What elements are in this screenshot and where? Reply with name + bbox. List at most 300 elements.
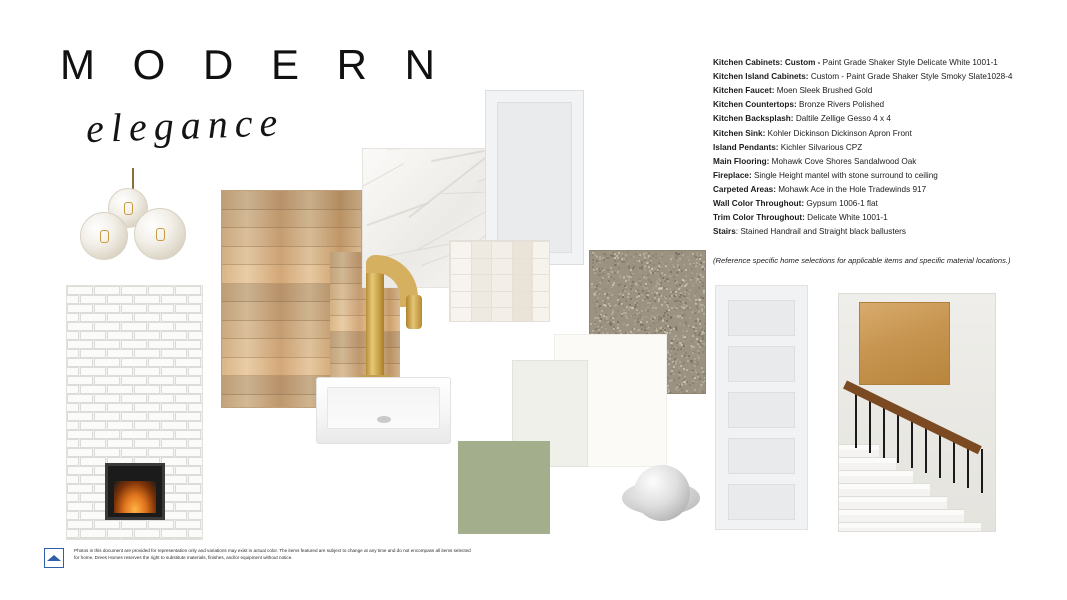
carpet-fleck (699, 391, 701, 393)
carpet-fleck (650, 281, 652, 283)
carpet-fleck (678, 384, 680, 386)
carpet-fleck (611, 313, 613, 315)
marble-vein (442, 191, 487, 194)
carpet-fleck (618, 262, 620, 264)
carpet-fleck (670, 373, 672, 375)
carpet-fleck (621, 315, 623, 317)
spec-row (713, 56, 1013, 70)
carpet-fleck (628, 276, 630, 278)
carpet-fleck (654, 294, 656, 296)
spec-row (713, 211, 1013, 225)
carpet-fleck (698, 287, 700, 289)
carpet-fleck (699, 281, 701, 283)
carpet-fleck (699, 378, 701, 380)
brick (175, 520, 201, 529)
carpet-fleck (642, 290, 644, 292)
carpet-fleck (681, 389, 683, 391)
spec-label: Wall Color Throughout: (713, 199, 805, 209)
carpet-fleck (651, 292, 653, 294)
carpet-fleck (696, 381, 698, 383)
carpet-fleck (615, 304, 617, 306)
carpet-fleck (675, 328, 677, 330)
carpet-fleck (674, 358, 676, 360)
carpet-fleck (634, 323, 636, 325)
carpet-fleck (642, 324, 644, 326)
brick (107, 331, 133, 340)
brick (121, 304, 147, 313)
carpet-fleck (681, 382, 683, 384)
spec-value: Mohawk Ace in the Hole Tradewinds 917 (775, 184, 927, 194)
spec-value: Kohler Dickinson Dickinson Apron Front (765, 128, 912, 138)
carpet-fleck (670, 329, 672, 331)
carpet-fleck (614, 272, 616, 274)
brick (148, 376, 174, 385)
carpet-fleck (599, 288, 601, 290)
spec-value: Single Height mantel with stone surround to ceiling (751, 170, 938, 180)
carpet-fleck (644, 269, 646, 271)
carpet-fleck (672, 291, 674, 293)
spec-value: Bronze Rivers Polished (796, 100, 885, 110)
carpet-fleck (617, 324, 619, 326)
brick (107, 313, 133, 322)
carpet-fleck (696, 361, 698, 363)
carpet-fleck (660, 285, 662, 287)
carpet-fleck (594, 308, 596, 310)
carpet-fleck (664, 312, 666, 314)
carpet-fleck (684, 376, 686, 378)
carpet-fleck (644, 298, 646, 300)
carpet-fleck (685, 269, 687, 271)
brick (80, 475, 106, 484)
brick (188, 403, 203, 412)
brick-row (67, 412, 202, 421)
carpet-fleck (623, 277, 625, 279)
carpet-fleck (691, 362, 693, 364)
carpet-fleck (661, 304, 663, 306)
brick (94, 412, 120, 421)
carpet-fleck (696, 301, 698, 303)
carpet-fleck (632, 273, 634, 275)
carpet-fleck (695, 253, 697, 255)
door-panel (728, 484, 795, 520)
brick (66, 385, 79, 394)
carpet-fleck (685, 345, 687, 347)
carpet-fleck (619, 330, 621, 332)
carpet-fleck (646, 316, 648, 318)
equal-housing-opportunity-icon (44, 548, 64, 568)
brick (188, 457, 203, 466)
carpet-fleck (659, 280, 661, 282)
carpet-fleck (664, 274, 666, 276)
stair-riser (839, 489, 930, 496)
spec-row (713, 112, 1013, 126)
carpet-fleck (676, 255, 678, 257)
carpet-fleck (670, 342, 672, 344)
carpet-fleck (667, 306, 669, 308)
brick (66, 475, 79, 484)
brick-row (67, 394, 202, 403)
carpet-fleck (693, 378, 695, 380)
carpet-fleck (598, 293, 600, 295)
brick (121, 358, 147, 367)
carpet-fleck (679, 308, 681, 310)
brick-row (67, 538, 202, 540)
brick (175, 502, 201, 511)
carpet-fleck (695, 291, 697, 293)
carpet-fleck (660, 257, 662, 259)
spec-row (713, 225, 1013, 239)
carpet-fleck (604, 302, 606, 304)
carpet-fleck (666, 288, 668, 290)
brick (134, 403, 160, 412)
carpet-fleck (705, 278, 706, 280)
carpet-fleck (639, 314, 641, 316)
carpet-fleck (692, 335, 694, 337)
carpet-fleck (703, 332, 705, 334)
brick (175, 358, 201, 367)
carpet-fleck (596, 260, 598, 262)
brick (175, 412, 201, 421)
brick (94, 448, 120, 457)
door-panel (728, 300, 795, 336)
carpet-fleck (681, 306, 683, 308)
carpet-fleck (701, 328, 703, 330)
brick (202, 520, 203, 529)
brick (107, 385, 133, 394)
brick (148, 358, 174, 367)
wood-plank (222, 228, 361, 247)
brick (161, 295, 187, 304)
brick (80, 511, 106, 520)
carpet-fleck (693, 392, 695, 394)
carpet-fleck (615, 264, 617, 266)
door-panel (728, 392, 795, 428)
carpet-fleck (655, 257, 657, 259)
brick (107, 439, 133, 448)
carpet-fleck (700, 296, 702, 298)
carpet-fleck (699, 320, 701, 322)
carpet-fleck (636, 302, 638, 304)
carpet-fleck (627, 296, 629, 298)
spec-label: Kitchen Sink: (713, 128, 766, 138)
carpet-fleck (701, 308, 703, 310)
carpet-fleck (658, 262, 660, 264)
spec-row (713, 127, 1013, 141)
brick (175, 538, 201, 540)
carpet-fleck (623, 258, 625, 260)
carpet-fleck (618, 267, 620, 269)
brick (202, 484, 203, 493)
carpet-fleck (642, 275, 644, 277)
carpet-fleck (678, 377, 680, 379)
carpet-fleck (686, 305, 688, 307)
stair-riser (839, 450, 879, 457)
brick (94, 322, 120, 331)
carpet-fleck (685, 275, 687, 277)
carpet-fleck (676, 342, 678, 344)
carpet-fleck (653, 287, 655, 289)
brick (66, 421, 79, 430)
brick (175, 322, 201, 331)
carpet-fleck (649, 302, 651, 304)
carpet-fleck (622, 294, 624, 296)
carpet-fleck (660, 275, 662, 277)
spec-label: Kitchen Island Cabinets: (713, 72, 809, 82)
carpet-fleck (603, 269, 605, 271)
carpet-fleck (614, 257, 616, 259)
carpet-fleck (675, 353, 677, 355)
carpet-fleck (689, 263, 691, 265)
carpet-fleck (641, 318, 643, 320)
brick (202, 394, 203, 403)
carpet-fleck (595, 311, 597, 313)
carpet-fleck (677, 315, 679, 317)
brick (134, 295, 160, 304)
carpet-fleck (696, 262, 698, 264)
carpet-fleck (597, 292, 599, 294)
brick (67, 322, 93, 331)
brick (66, 457, 79, 466)
carpet-fleck (649, 270, 651, 272)
carpet-fleck (619, 274, 621, 276)
carpet-fleck (667, 392, 669, 394)
carpet-fleck (702, 345, 704, 347)
pendant-light-swatch (78, 168, 188, 288)
carpet-fleck (659, 266, 661, 268)
carpet-fleck (641, 268, 643, 270)
carpet-fleck (598, 283, 600, 285)
carpet-fleck (685, 352, 687, 354)
carpet-fleck (702, 285, 704, 287)
carpet-fleck (613, 330, 615, 332)
brick (107, 529, 133, 538)
carpet-fleck (636, 309, 638, 311)
carpet-fleck (691, 277, 693, 279)
carpet-fleck (676, 285, 678, 287)
carpet-fleck (695, 320, 697, 322)
carpet-fleck (634, 261, 636, 263)
brick (80, 439, 106, 448)
brick (148, 448, 174, 457)
fireplace-wall-swatch (66, 285, 203, 540)
brick-row (67, 529, 202, 538)
carpet-fleck (703, 313, 705, 315)
brick (66, 493, 79, 502)
carpet-fleck (673, 338, 675, 340)
carpet-fleck (687, 256, 689, 258)
marble-vein (367, 202, 430, 226)
carpet-fleck (639, 317, 641, 319)
stair-baluster (869, 397, 871, 454)
carpet-fleck (626, 306, 628, 308)
stair-baluster (911, 416, 913, 468)
carpet-fleck (700, 262, 702, 264)
spec-value: : Stained Handrail and Straight black ballusters (735, 227, 906, 237)
brick-row (67, 304, 202, 313)
carpet-fleck (651, 268, 653, 270)
carpet-fleck (678, 367, 680, 369)
carpet-fleck (605, 328, 607, 330)
carpet-fleck (641, 294, 643, 296)
carpet-fleck (694, 312, 696, 314)
carpet-fleck (648, 279, 650, 281)
carpet-fleck (693, 351, 695, 353)
brick (80, 421, 106, 430)
brick-row (67, 331, 202, 340)
interior-door-swatch (715, 285, 808, 530)
carpet-fleck (686, 369, 688, 371)
carpet-fleck (618, 296, 620, 298)
brick (175, 448, 201, 457)
carpet-fleck (625, 300, 627, 302)
apron-front-sink-swatch (316, 377, 451, 444)
carpet-fleck (629, 304, 631, 306)
carpet-fleck (639, 254, 641, 256)
carpet-fleck (691, 371, 693, 373)
brick (94, 520, 120, 529)
spec-value: Kichler Silvarious CPZ (778, 142, 863, 152)
carpet-fleck (671, 370, 673, 372)
carpet-fleck (698, 310, 700, 312)
carpet-fleck (626, 258, 628, 260)
brick (188, 475, 203, 484)
spec-row (713, 98, 1013, 112)
carpet-fleck (679, 287, 681, 289)
cabinet-inner-panel (497, 102, 572, 253)
filament-icon (124, 202, 133, 215)
brick (67, 286, 93, 295)
carpet-fleck (640, 321, 642, 323)
brick (202, 466, 203, 475)
fire-flame-icon (114, 481, 156, 513)
carpet-fleck (673, 348, 675, 350)
brick (80, 403, 106, 412)
carpet-fleck (599, 258, 601, 260)
carpet-fleck (667, 318, 669, 320)
brick (161, 331, 187, 340)
carpet-fleck (665, 266, 667, 268)
carpet-fleck (695, 327, 697, 329)
carpet-fleck (680, 348, 682, 350)
carpet-fleck (674, 315, 676, 317)
brick (94, 304, 120, 313)
brick-row (67, 421, 202, 430)
spec-value: Daltile Zellige Gesso 4 x 4 (793, 114, 891, 124)
spec-label: Stairs (713, 227, 736, 237)
carpet-fleck (607, 320, 609, 322)
carpet-fleck (695, 281, 697, 283)
spec-row (713, 155, 1013, 169)
carpet-fleck (597, 317, 599, 319)
brick-row (67, 430, 202, 439)
carpet-fleck (594, 272, 596, 274)
brick (107, 349, 133, 358)
carpet-fleck (697, 373, 699, 375)
brick (80, 295, 106, 304)
carpet-fleck (670, 392, 672, 394)
carpet-fleck (656, 282, 658, 284)
carpet-fleck (621, 290, 623, 292)
carpet-fleck (677, 359, 679, 361)
brick-row (67, 358, 202, 367)
brick (80, 529, 106, 538)
tile-cell (532, 274, 550, 292)
carpet-fleck (604, 304, 606, 306)
brick (94, 430, 120, 439)
carpet-fleck (599, 262, 601, 264)
carpet-fleck (647, 294, 649, 296)
carpet-fleck (627, 324, 629, 326)
carpet-fleck (597, 274, 599, 276)
carpet-fleck (686, 357, 688, 359)
carpet-fleck (678, 269, 680, 271)
carpet-fleck (697, 267, 699, 269)
carpet-fleck (671, 355, 673, 357)
brick-row (67, 322, 202, 331)
brick (94, 538, 120, 540)
carpet-fleck (700, 384, 702, 386)
brick (161, 439, 187, 448)
carpet-fleck (600, 318, 602, 320)
carpet-fleck (705, 269, 706, 271)
brick (202, 286, 203, 295)
brick (188, 511, 203, 520)
carpet-fleck (652, 255, 654, 257)
carpet-fleck (671, 345, 673, 347)
brick (80, 385, 106, 394)
carpet-fleck (654, 328, 656, 330)
spec-label: Carpeted Areas: (713, 184, 776, 194)
carpet-fleck (646, 287, 648, 289)
house-roof-shape (47, 555, 61, 561)
carpet-fleck (699, 258, 701, 260)
carpet-fleck (677, 349, 679, 351)
carpet-fleck (601, 310, 603, 312)
brick (66, 529, 79, 538)
spec-value: Mohawk Cove Shores Sandalwood Oak (769, 156, 917, 166)
brick (188, 313, 203, 322)
carpet-fleck (657, 288, 659, 290)
stair-riser (839, 515, 964, 522)
sink-basin (327, 387, 440, 429)
brick-row (67, 349, 202, 358)
carpet-fleck (629, 261, 631, 263)
brick (107, 403, 133, 412)
marble-vein (387, 148, 479, 150)
brick (121, 412, 147, 421)
brick (134, 385, 160, 394)
carpet-fleck (700, 254, 702, 256)
carpet-fleck (647, 310, 649, 312)
carpet-fleck (647, 297, 649, 299)
carpet-fleck (679, 303, 681, 305)
carpet-fleck (607, 269, 609, 271)
footer (44, 548, 504, 568)
brick-row (67, 448, 202, 457)
carpet-fleck (671, 307, 673, 309)
spec-row (713, 183, 1013, 197)
carpet-fleck (682, 279, 684, 281)
door-panel (728, 438, 795, 474)
brick-row (67, 313, 202, 322)
carpet-fleck (653, 305, 655, 307)
brick (67, 430, 93, 439)
brick (121, 448, 147, 457)
carpet-fleck (679, 296, 681, 298)
brick-row (67, 295, 202, 304)
knob-ball (634, 465, 690, 521)
brick (161, 349, 187, 358)
